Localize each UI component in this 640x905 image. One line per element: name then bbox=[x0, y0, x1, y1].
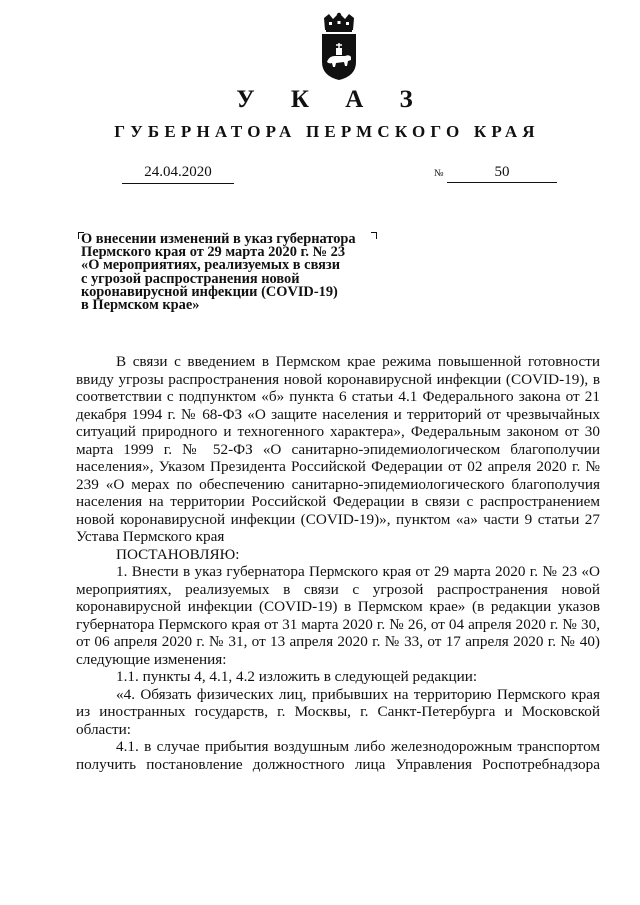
number-sign: № bbox=[434, 168, 444, 179]
clause-paragraph: 1. Внести в указ губернатора Пермского края от 29 марта 2020 г. № 23 «О мероприятиях, реализуемых в связи с угрозой распространения новой коронавирусной инфекции (COVID-19) в Пермском крае» (в редакции указов губернатора Пермского края от 31 марта 2020 г. № 26, от 04 апреля 2020 г. № 30, от 06 апреля 2020 г. № 31, от 13 апреля 2020 г. № 33, от 17 апреля 2020 г. № 40) следующие изменения: bbox=[76, 563, 600, 668]
coat-of-arms-icon bbox=[318, 12, 360, 82]
document-issuer: ГУБЕРНАТОРА ПЕРМСКОГО КРАЯ bbox=[114, 122, 540, 141]
heading-line: с угрозой распространения новой bbox=[81, 270, 300, 287]
heading-line: О внесении изменений в указ губернатора bbox=[81, 231, 356, 247]
document-heading bbox=[81, 233, 381, 312]
preamble-paragraph: В связи с введением в Пермском крае режима повышенной готовности ввиду угрозы распространения новой коронавирусной инфекции (COVID-19), в соответствии с подпунктом «б» пункта 6 статьи 4.1 Федерального закона от 21 декабря 1994 г. № 68-ФЗ «О защите населения и территорий от чрезвычайных ситуаций природного и техногенного характера», Федеральным законом от 30 марта 1999 г. № 52-ФЗ «О санитарно-эпидемиологическом благополучии населения», Указом Президента Российской Федерации от 02 апреля 2020 г. № 239 «О мерах по обеспечению санитарно-эпидемиологического благополучия населения на территории Российской Федерации в связи с распространением новой коронавирусной инфекции (COVID-19)», пунктом «а» части 9 статьи 27 Устава Пермского края bbox=[76, 353, 600, 545]
heading-line: «О мероприятиях, реализуемых в связи bbox=[81, 257, 341, 274]
clause-paragraph: 1.1. пункты 4, 4.1, 4.2 изложить в следующей редакции: bbox=[116, 668, 478, 685]
clause-paragraph: 4.1. в случае прибытия воздушным либо железнодорожным транспортом получить постановление должностного лица Управления Роспотребнадзора bbox=[76, 738, 600, 773]
document-body bbox=[76, 353, 600, 773]
heading-line: в Пермском крае» bbox=[81, 297, 200, 314]
heading-line: коронавирусной инфекции (COVID-19) bbox=[81, 283, 338, 300]
heading-line: Пермского края от 29 марта 2020 г. № 23 bbox=[81, 244, 346, 261]
document-date: 24.04.2020 bbox=[122, 161, 234, 184]
clause-paragraph: «4. Обязать физических лиц, прибывших на территорию Пермского края из иностранных государств, г. Москвы, г. Санкт-Петербурга и Московской области: bbox=[76, 685, 600, 738]
document-number: 50 bbox=[494, 164, 510, 180]
document-title: У К А З bbox=[236, 86, 428, 113]
resolution-keyword: ПОСТАНОВЛЯЮ: bbox=[116, 545, 240, 563]
